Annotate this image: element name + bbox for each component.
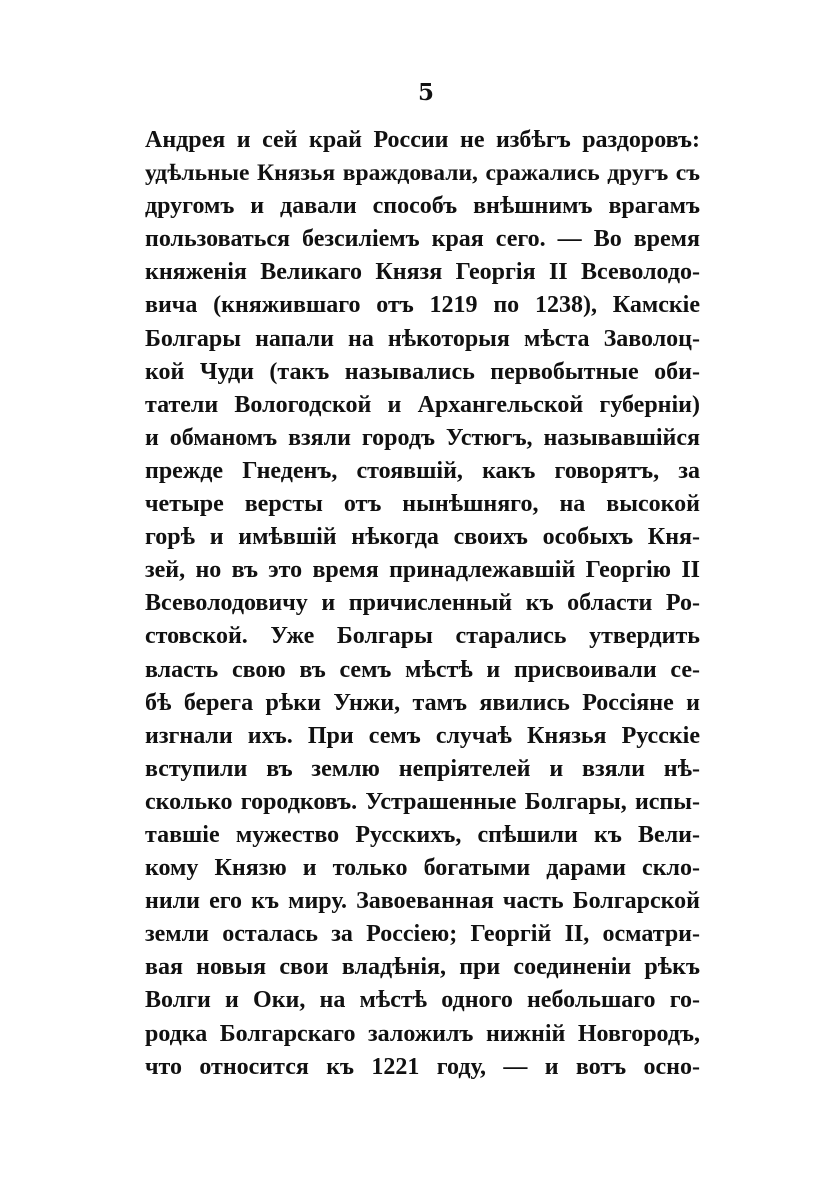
text-line: стовской. Уже Болгары старались утвердить [145, 623, 700, 650]
text-line: Волги и Оки, на мѣстѣ одного небольшаго го- [145, 987, 700, 1014]
text-line: княженія Великаго Князя Георгія II Всеволодо- [145, 259, 700, 286]
text-line: кой Чуди (такъ назывались первобытные оби- [145, 358, 700, 385]
page-number: 5 [417, 79, 434, 106]
text-line: кому Князю и только богатыми дарами скло- [145, 855, 700, 882]
text-line: Андрея и сей край России не избѣгъ раздоровъ: [145, 127, 700, 153]
text-line: что относится къ 1221 году, — и вотъ осно- [145, 1053, 700, 1080]
text-line: вича (княжившаго отъ 1219 по 1238), Камскіе [145, 292, 700, 319]
text-line: зей, но въ это время принадлежавшій Георгію II [145, 557, 700, 584]
text-line: прежде Гнеденъ, стоявшій, какъ говорятъ, за [145, 457, 700, 484]
text-line: вая новыя свои владѣнія, при соединеніи рѣкъ [145, 954, 700, 981]
text-line: и обманомъ взяли городъ Устюгъ, называвшійся [145, 424, 700, 451]
text-line: тавшіе мужество Русскихъ, спѣшили къ Вели- [145, 821, 700, 848]
text-line: Болгары напали на нѣкоторыя мѣста Заволоц- [145, 325, 700, 352]
text-line: родка Болгарскаго заложилъ нижній Новгородъ, [145, 1020, 700, 1047]
text-line: изгнали ихъ. При семъ случаѣ Князья Русскіе [145, 722, 700, 749]
text-line: сколько городковъ. Устрашенные Болгары, испы- [145, 788, 700, 815]
text-line: пользоваться безсиліемъ края сего. — Во время [145, 226, 700, 253]
text-line: нили его къ миру. Завоеванная часть Болгарской [145, 888, 700, 915]
text-line: бѣ берега рѣки Унжи, тамъ явились Россіяне и [145, 689, 700, 716]
text-line: Всеволодовичу и причисленный къ области Ро- [145, 590, 700, 617]
text-line: другомъ и давали способъ внѣшнимъ врагамъ [145, 193, 700, 220]
text-line: власть свою въ семъ мѣстѣ и присвоивали се- [145, 656, 700, 683]
body-text [145, 124, 700, 1084]
text-line: горѣ и имѣвшій нѣкогда своихъ особыхъ Кня- [145, 524, 700, 551]
text-line: четыре версты отъ нынѣшняго, на высокой [145, 491, 700, 518]
text-line: татели Вологодской и Архангельской губерніи) [145, 391, 700, 418]
text-line: вступили въ землю непріятелей и взяли нѣ- [145, 755, 700, 782]
text-line: земли осталась за Россіею; Георгій II, осматри- [145, 921, 700, 948]
text-line: удѣльные Князья враждовали, сражались другъ съ [145, 160, 700, 187]
